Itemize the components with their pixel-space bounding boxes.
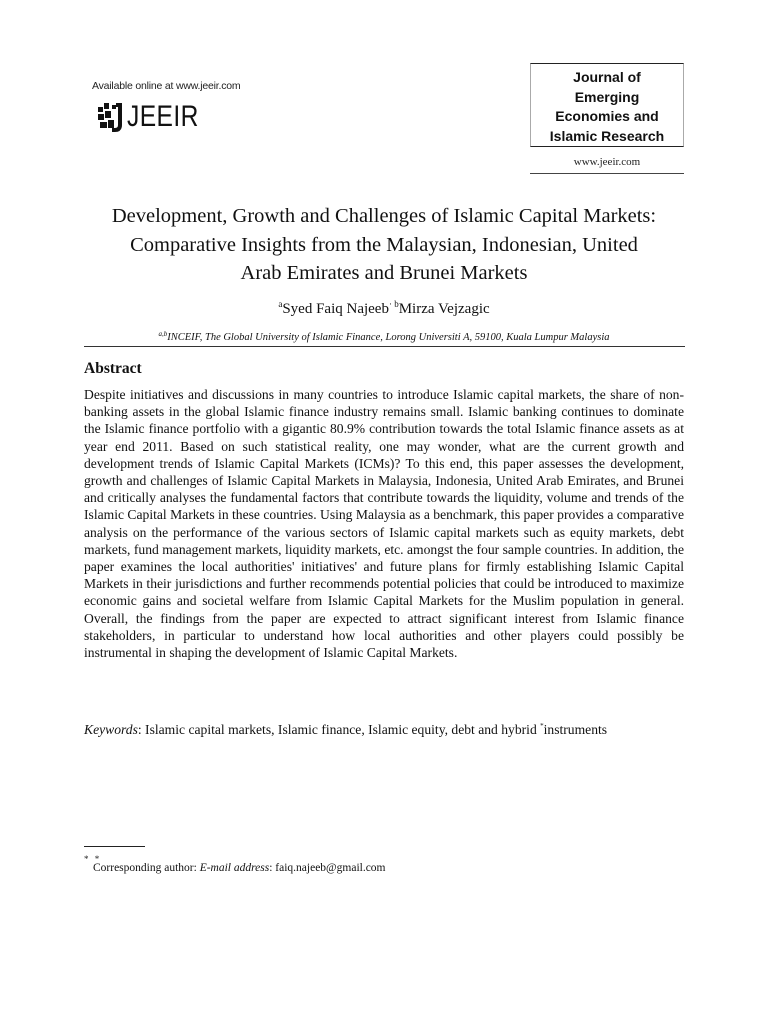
- author-marker: a: [278, 299, 283, 309]
- journal-logo: [96, 100, 215, 134]
- footnote-divider: [84, 846, 145, 847]
- abstract-body: Despite initiatives and discussions in many countries to introduce Islamic capital markets, the share of non-banking assets in the global Islamic finance industry remains small. Islamic banking continues to dominate the Islamic finance portfolio with a gigantic 80.9% contribution towards the total Islamic finance assets as at year end 2011. Based on such statistical reality, one may wonder, what are the current growth and development trends of Islamic Capital Markets (ICMs)? To this end, this paper assesses the development, growth and challenges of Islamic Capital Markets in Malaysia, Indonesia, United Arab Emirates, and Brunei and critically analyses the fundamental factors that contribute towards the liquidity, volume and trends of the Islamic Capital Markets in these countries. Using Malaysia as a benchmark, this paper provides a comparative analysis on the performance of the various sectors of Islamic capital markets such as equity markets, debt markets, fund management markets, liquidity markets, etc. amongst the four sample countries. In addition, the paper examines the local authorities' initiatives' and future plans for firmly establishing Islamic Capital Markets in their jurisdictions and further recommends potential policies that could be introduced to maximize economic gains and societal welfare from Islamic Capital Markets for the Muslim population in general. Overall, the findings from the paper are expected to attract significant interest from Islamic finance stakeholders, in particular to understand how local authorities and other players could possibly be instrumental in shaping the development of Islamic Capital Markets.: [84, 387, 684, 661]
- journal-name-line: Economies and: [555, 108, 659, 124]
- title-line: Comparative Insights from the Malaysian, Indonesian, United: [130, 233, 638, 256]
- author-separator: ·: [388, 299, 395, 309]
- author-name: Mirza Vejzagic: [398, 301, 490, 317]
- keywords-last-word: instruments: [543, 722, 608, 737]
- abstract-heading: Abstract: [84, 360, 142, 377]
- title-line: Arab Emirates and Brunei Markets: [240, 262, 528, 284]
- journal-url[interactable]: www.jeeir.com: [573, 156, 641, 168]
- author-marker: b: [394, 299, 399, 309]
- journal-name-line: Emerging: [574, 88, 640, 105]
- keywords-label: Keywords: [84, 722, 138, 737]
- title-line: Development, Growth and Challenges of Islamic Capital Markets:: [111, 205, 657, 227]
- footnote-email[interactable]: : faiq.najeeb@gmail.com: [269, 862, 386, 874]
- logo-wordmark: JEEIR: [127, 100, 199, 133]
- journal-name-line: Journal of: [573, 69, 641, 85]
- author-name: Syed Faiq Najeeb: [282, 301, 389, 317]
- keywords: [84, 722, 704, 738]
- affiliation: [84, 330, 684, 343]
- affiliation-text: INCEIF, The Global University of Islamic Finance, Lorong Universiti A, 59100, Kuala Lumpur Malaysia: [167, 332, 610, 343]
- journal-name-line: Islamic Research: [549, 127, 665, 144]
- affiliation-divider: [84, 346, 685, 347]
- keywords-marker: *: [540, 722, 544, 730]
- jeeir-logo-mark-icon: [96, 101, 126, 133]
- author-list: [60, 299, 708, 318]
- paper-title: [60, 202, 708, 288]
- footnote-prefix: Corresponding author:: [93, 862, 200, 874]
- corresponding-author-footnote: [93, 862, 386, 874]
- keywords-text: : Islamic capital markets, Islamic finance, Islamic equity, debt and hybrid: [137, 722, 541, 737]
- available-online-text: Available online at www.jeeir.com: [92, 80, 241, 92]
- header-divider: [530, 173, 684, 174]
- footnote-email-label: E-mail address: [199, 862, 270, 874]
- journal-name-box: [530, 63, 684, 147]
- footnote-marks: * *: [84, 854, 102, 864]
- affiliation-marker: a,b: [158, 330, 168, 338]
